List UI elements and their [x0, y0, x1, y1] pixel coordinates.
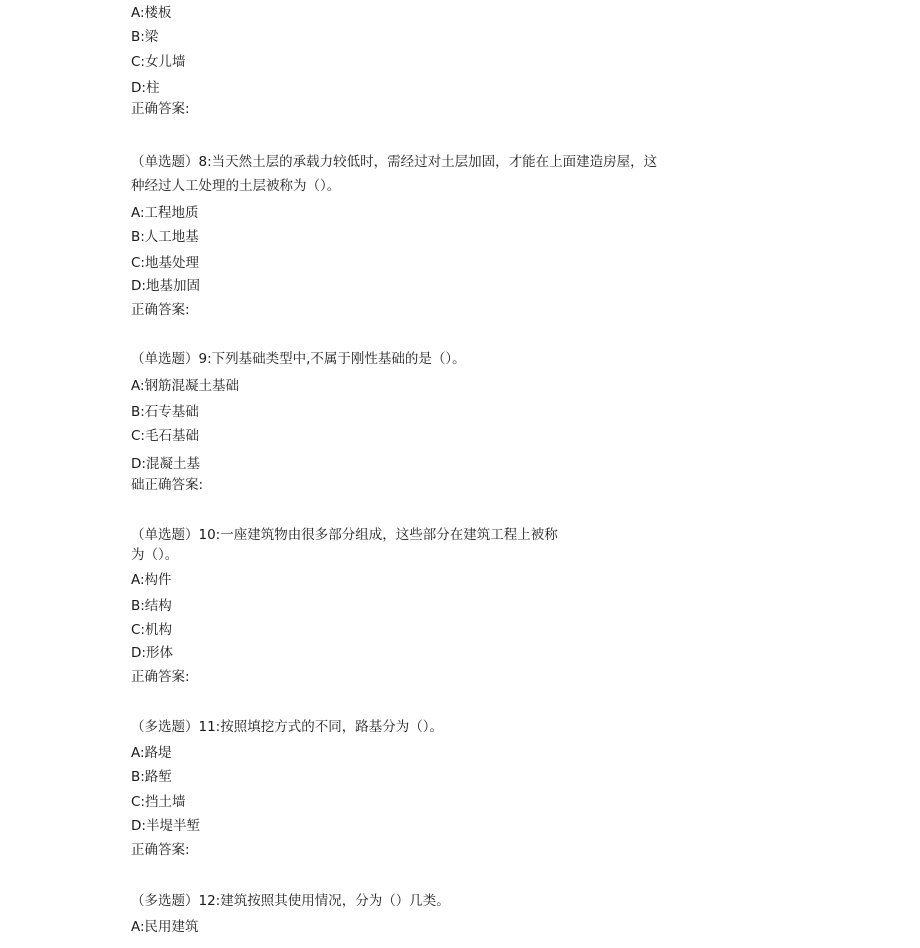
question-stem: 为（）。	[131, 547, 179, 563]
answer-label: 正确答案:	[131, 302, 190, 318]
option-d: D:地基加固	[131, 278, 200, 294]
question-stem: （多选题）12:建筑按照其使用情况，分为（）几类。	[131, 893, 450, 909]
option-a: A:民用建筑	[131, 919, 199, 935]
answer-label: 础正确答案:	[131, 477, 204, 493]
option-c: C:机构	[131, 622, 172, 638]
option-a: A:钢筋混凝土基础	[131, 378, 240, 394]
answer-label: 正确答案:	[131, 842, 190, 858]
option-c: C:挡土墙	[131, 794, 186, 810]
option-b: B:路堑	[131, 769, 172, 785]
answer-label: 正确答案:	[131, 101, 190, 117]
question-stem: （单选题）9:下列基础类型中,不属于刚性基础的是（）。	[131, 351, 466, 367]
option-c: C:毛石基础	[131, 428, 199, 444]
question-stem: （多选题）11:按照填挖方式的不同，路基分为（）。	[131, 719, 443, 735]
option-a: A:构件	[131, 572, 172, 588]
option-a: A:工程地质	[131, 205, 199, 221]
option-d: D:半堤半堑	[131, 818, 200, 834]
option-d: D:柱	[131, 80, 160, 96]
answer-label: 正确答案:	[131, 669, 190, 685]
option-c: C:地基处理	[131, 255, 199, 271]
option-b: B:梁	[131, 29, 159, 45]
option-d: D:混凝土基	[131, 456, 200, 472]
option-b: B:结构	[131, 598, 172, 614]
option-c: C:女儿墙	[131, 54, 186, 70]
question-stem: （单选题）10:一座建筑物由很多部分组成，这些部分在建筑工程上被称	[131, 527, 558, 543]
option-b: B:石专基础	[131, 404, 199, 420]
question-stem: （单选题）8:当天然土层的承载力较低时，需经过对土层加固，才能在上面建造房屋，这	[131, 154, 658, 170]
option-a: A:楼板	[131, 5, 172, 21]
option-d: D:形体	[131, 645, 173, 661]
option-b: B:人工地基	[131, 229, 199, 245]
option-a: A:路堤	[131, 745, 172, 761]
question-stem: 种经过人工处理的土层被称为（）。	[131, 178, 341, 194]
